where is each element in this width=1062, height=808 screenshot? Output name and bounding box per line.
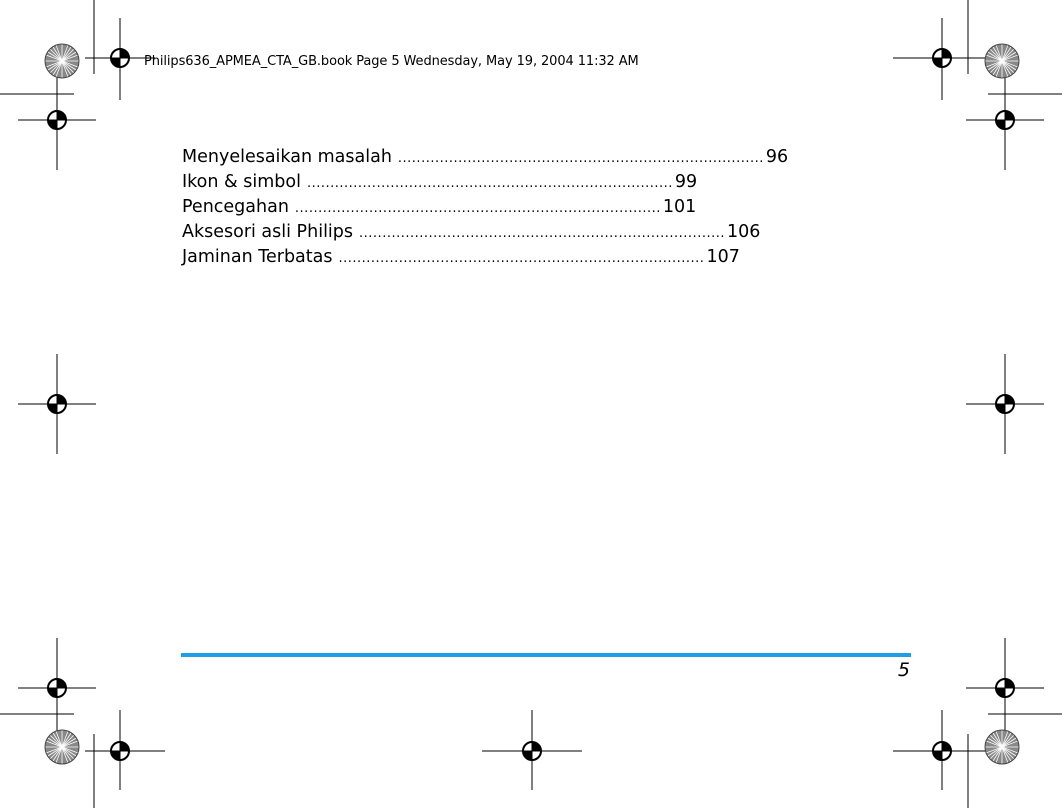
toc-entry[interactable] xyxy=(182,220,761,245)
toc-leader-dots: ............................................................................... xyxy=(338,251,705,266)
toc-entry-page: 107 xyxy=(706,247,740,267)
table-of-contents xyxy=(182,145,789,270)
toc-entry[interactable] xyxy=(182,245,740,270)
toc-entry[interactable] xyxy=(182,145,789,170)
toc-entry-title: Ikon & simbol xyxy=(182,172,301,192)
print-header: Philips636_APMEA_CTA_GB.book Page 5 Wednesday, May 19, 2004 11:32 AM xyxy=(144,54,639,69)
toc-entry-page: 99 xyxy=(674,172,698,192)
toc-leader-dots: ............................................................................... xyxy=(359,226,725,241)
toc-entry-title: Aksesori asli Philips xyxy=(182,222,354,242)
toc-entry[interactable] xyxy=(182,170,698,195)
toc-entry-page: 106 xyxy=(727,222,761,242)
page-number: 5 xyxy=(897,659,910,681)
registration-marks xyxy=(18,18,1044,790)
toc-entry-page: 96 xyxy=(765,147,789,167)
toc-entry-title: Pencegahan xyxy=(182,197,289,217)
toc-entry-title: Jaminan Terbatas xyxy=(182,247,333,267)
toc-leader-dots: ............................................................................... xyxy=(397,151,764,166)
toc-leader-dots: ............................................................................... xyxy=(306,176,673,191)
footer-rule xyxy=(181,653,911,657)
toc-entry[interactable] xyxy=(182,195,697,220)
toc-entry-page: 101 xyxy=(662,197,697,217)
toc-entry-title: Menyelesaikan masalah xyxy=(182,147,392,167)
toc-leader-dots: ............................................................................... xyxy=(294,201,661,216)
